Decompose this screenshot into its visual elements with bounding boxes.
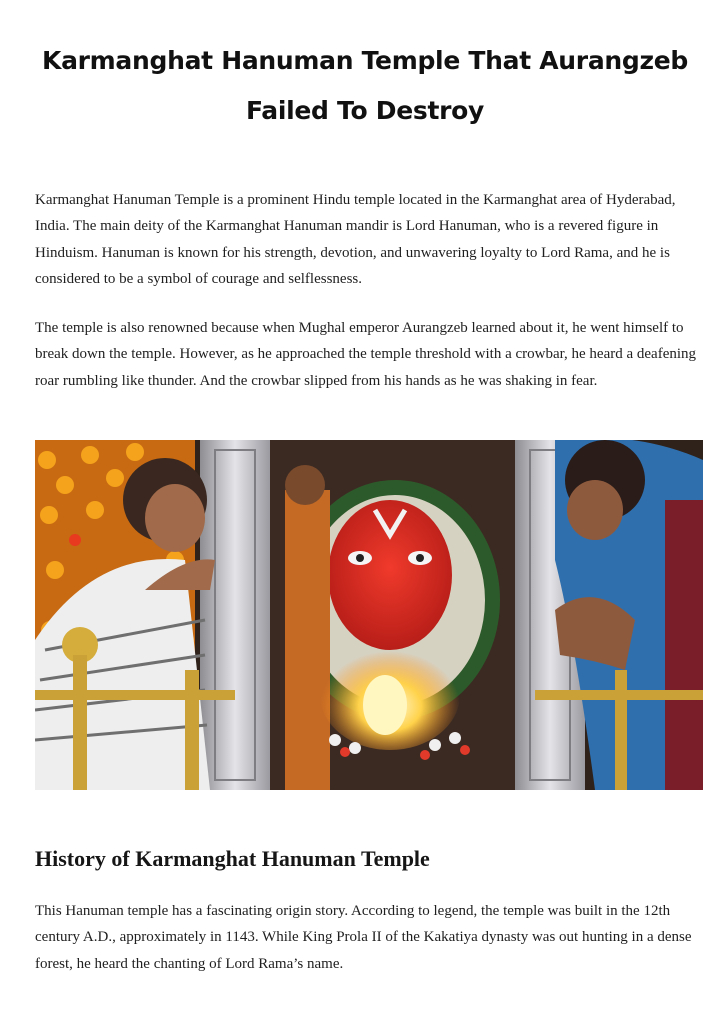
- temple-photo: [35, 440, 703, 790]
- history-paragraph: This Hanuman temple has a fascinating origin story. According to legend, the temple was built in the 12th century A.D., approximately in 1143. While King Prola II of the Kakatiya dynasty was out hunting in a dense forest, he heard the chanting of Lord Rama’s name.: [35, 903, 692, 972]
- article-title: Karmanghat Hanuman Temple That Aurangzeb Failed To Destroy: [42, 46, 688, 125]
- idol-face-shape: [328, 500, 452, 650]
- history-heading: History of Karmanghat Hanuman Temple: [35, 846, 430, 871]
- aurangzeb-paragraph: The temple is also renowned because when Mughal emperor Aurangzeb learned about it, he went himself to break down the temple. However, as he approached the temple threshold with a crowbar, he heard a deafening roar rumbling like thunder. And the crowbar slipped from his hands as he was shaking in fear.: [35, 320, 697, 389]
- intro-paragraph: Karmanghat Hanuman Temple is a prominent Hindu temple located in the Karmanghat area of Hyderabad, India. The main deity of the Karmanghat Hanuman mandir is Lord Hanuman, who is a revered figure in Hinduism. Hanuman is known for his strength, devotion, and unwavering loyalty to Lord Rama, and he is considered to be a symbol of courage and selflessness.: [35, 192, 676, 287]
